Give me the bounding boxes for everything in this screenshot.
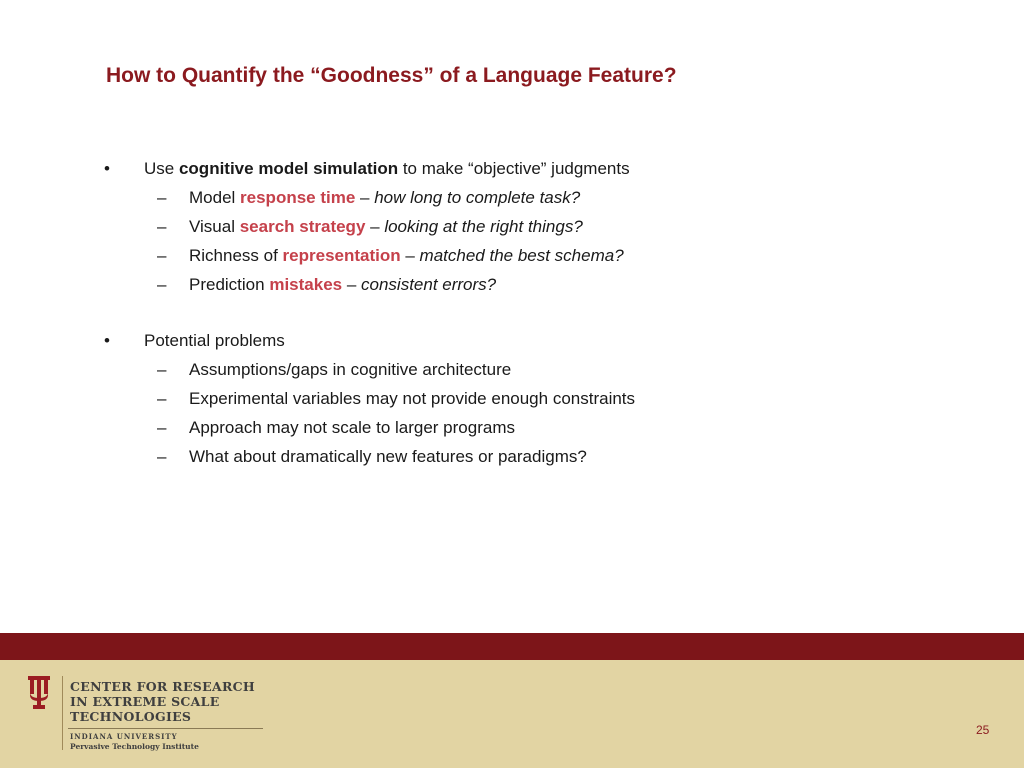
sub-item: – Visual search strategy – looking at the right things? — [104, 212, 984, 241]
sub-item: – Richness of representation – matched the best schema? — [104, 241, 984, 270]
italic-note: looking at the right things? — [384, 217, 583, 236]
org-name: CENTER FOR RESEARCH IN EXTREME SCALE TECHNOLOGIES — [70, 679, 255, 724]
spacer — [104, 299, 984, 326]
footer-divider-vertical — [62, 676, 63, 750]
university-name: INDIANA UNIVERSITY — [70, 732, 178, 741]
dash-mark: – — [157, 188, 167, 207]
slide-title: How to Quantify the “Goodness” of a Language Feature? — [106, 64, 677, 87]
sub-item: – What about dramatically new features or paradigms? — [104, 442, 984, 471]
iu-trident-logo-icon — [26, 676, 52, 710]
highlight-term: mistakes — [269, 275, 343, 294]
footer-divider-horizontal — [68, 728, 263, 729]
institute-name: Pervasive Technology Institute — [70, 742, 199, 751]
dash-mark: – — [157, 246, 167, 265]
sub-item: – Experimental variables may not provide enough constraints — [104, 384, 984, 413]
bullet-mark: • — [104, 159, 110, 178]
bullet-item: • Use cognitive model simulation to make “objective” judgments — [104, 154, 984, 183]
highlight-term: search strategy — [239, 217, 366, 236]
slide-content — [104, 154, 984, 471]
sub-item: – Approach may not scale to larger programs — [104, 413, 984, 442]
bold-term: cognitive model simulation — [178, 159, 399, 178]
sub-item: – Prediction mistakes – consistent errors? — [104, 270, 984, 299]
footer-stripe — [0, 633, 1024, 660]
page-number: 25 — [976, 723, 990, 737]
dash-mark: – — [157, 275, 167, 294]
sub-item: – Assumptions/gaps in cognitive architecture — [104, 355, 984, 384]
italic-note: matched the best schema? — [419, 246, 624, 265]
bullet-mark: • — [104, 331, 110, 350]
dash-mark: – — [157, 418, 167, 437]
dash-mark: – — [157, 447, 167, 466]
dash-mark: – — [157, 217, 167, 236]
dash-mark: – — [157, 360, 167, 379]
italic-note: how long to complete task? — [374, 188, 581, 207]
highlight-term: response time — [240, 188, 356, 207]
highlight-term: representation — [282, 246, 401, 265]
dash-mark: – — [157, 389, 167, 408]
italic-note: consistent errors? — [361, 275, 497, 294]
sub-item: – Model response time – how long to complete task? — [104, 183, 984, 212]
bullet-item: • Potential problems — [104, 326, 984, 355]
